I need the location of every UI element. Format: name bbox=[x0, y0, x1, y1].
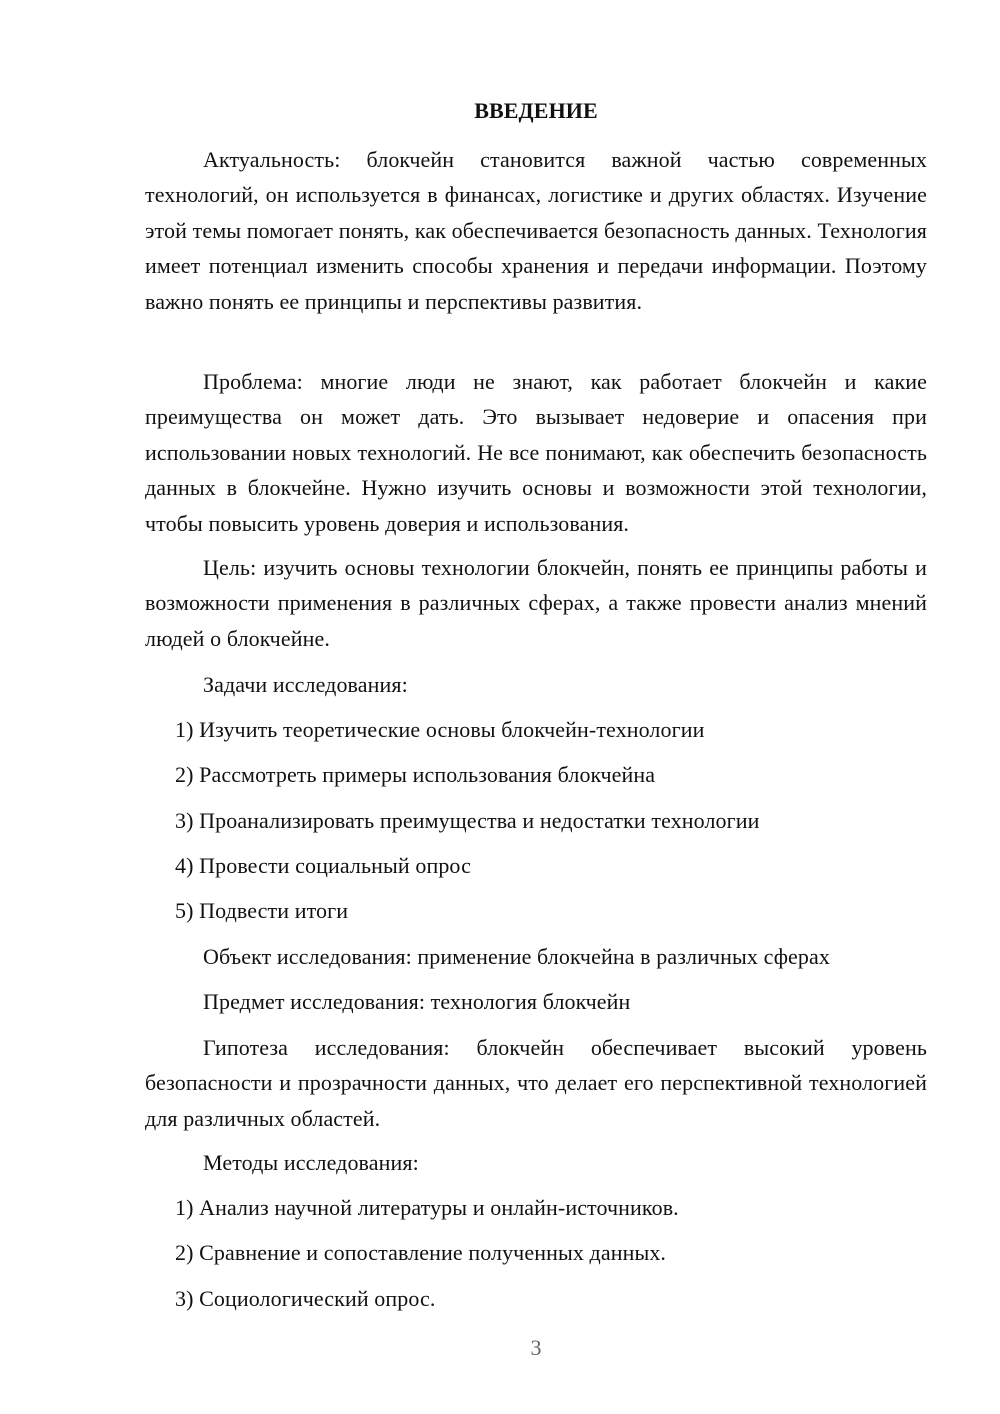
page-number: 3 bbox=[530, 1335, 542, 1360]
method-item: 3) Социологический опрос. bbox=[175, 1286, 436, 1311]
method-item: 2) Сравнение и сопоставление полученных данных. bbox=[175, 1240, 667, 1265]
hypothesis-paragraph: Гипотеза исследования: блокчейн обеспечивает высокий уровень безопасности и прозрачности данных, что делает его перспективной технологией для различных областей. bbox=[145, 1035, 927, 1131]
task-item: 3) Проанализировать преимущества и недостатки технологии bbox=[175, 808, 760, 833]
research-subject: Предмет исследования: технология блокчейн bbox=[203, 989, 631, 1014]
tasks-heading: Задачи исследования: bbox=[203, 672, 408, 697]
problem-paragraph: Проблема: многие люди не знают, как работает блокчейн и какие преимущества он может дать. Это вызывает недоверие и опасения при использовании новых технологий. Не все понимают, как обеспечить безопасность данных в блокчейне. Нужно изучить основы и возможности этой технологии, чтобы повысить уровень доверия и использования. bbox=[145, 369, 927, 536]
task-item: 1) Изучить теоретические основы блокчейн-технологии bbox=[175, 717, 705, 742]
task-item: 5) Подвести итоги bbox=[175, 898, 349, 923]
task-item: 2) Рассмотреть примеры использования блокчейна bbox=[175, 762, 656, 787]
task-item: 4) Провести социальный опрос bbox=[175, 853, 471, 878]
research-object: Объект исследования: применение блокчейна в различных сферах bbox=[203, 944, 830, 969]
method-item: 1) Анализ научной литературы и онлайн-источников. bbox=[175, 1195, 679, 1220]
relevance-paragraph: Актуальность: блокчейн становится важной частью современных технологий, он используется в финансах, логистике и других областях. Изучение этой темы помогает понять, как обеспечивается безопасность данных. Технология имеет потенциал изменить способы хранения и передачи информации. Поэтому важно понять ее принципы и перспективы развития. bbox=[145, 147, 927, 314]
methods-heading: Методы исследования: bbox=[203, 1150, 419, 1175]
section-title: ВВЕДЕНИЕ bbox=[474, 98, 598, 123]
goal-paragraph: Цель: изучить основы технологии блокчейн, понять ее принципы работы и возможности применения в различных сферах, а также провести анализ мнений людей о блокчейне. bbox=[145, 555, 927, 651]
